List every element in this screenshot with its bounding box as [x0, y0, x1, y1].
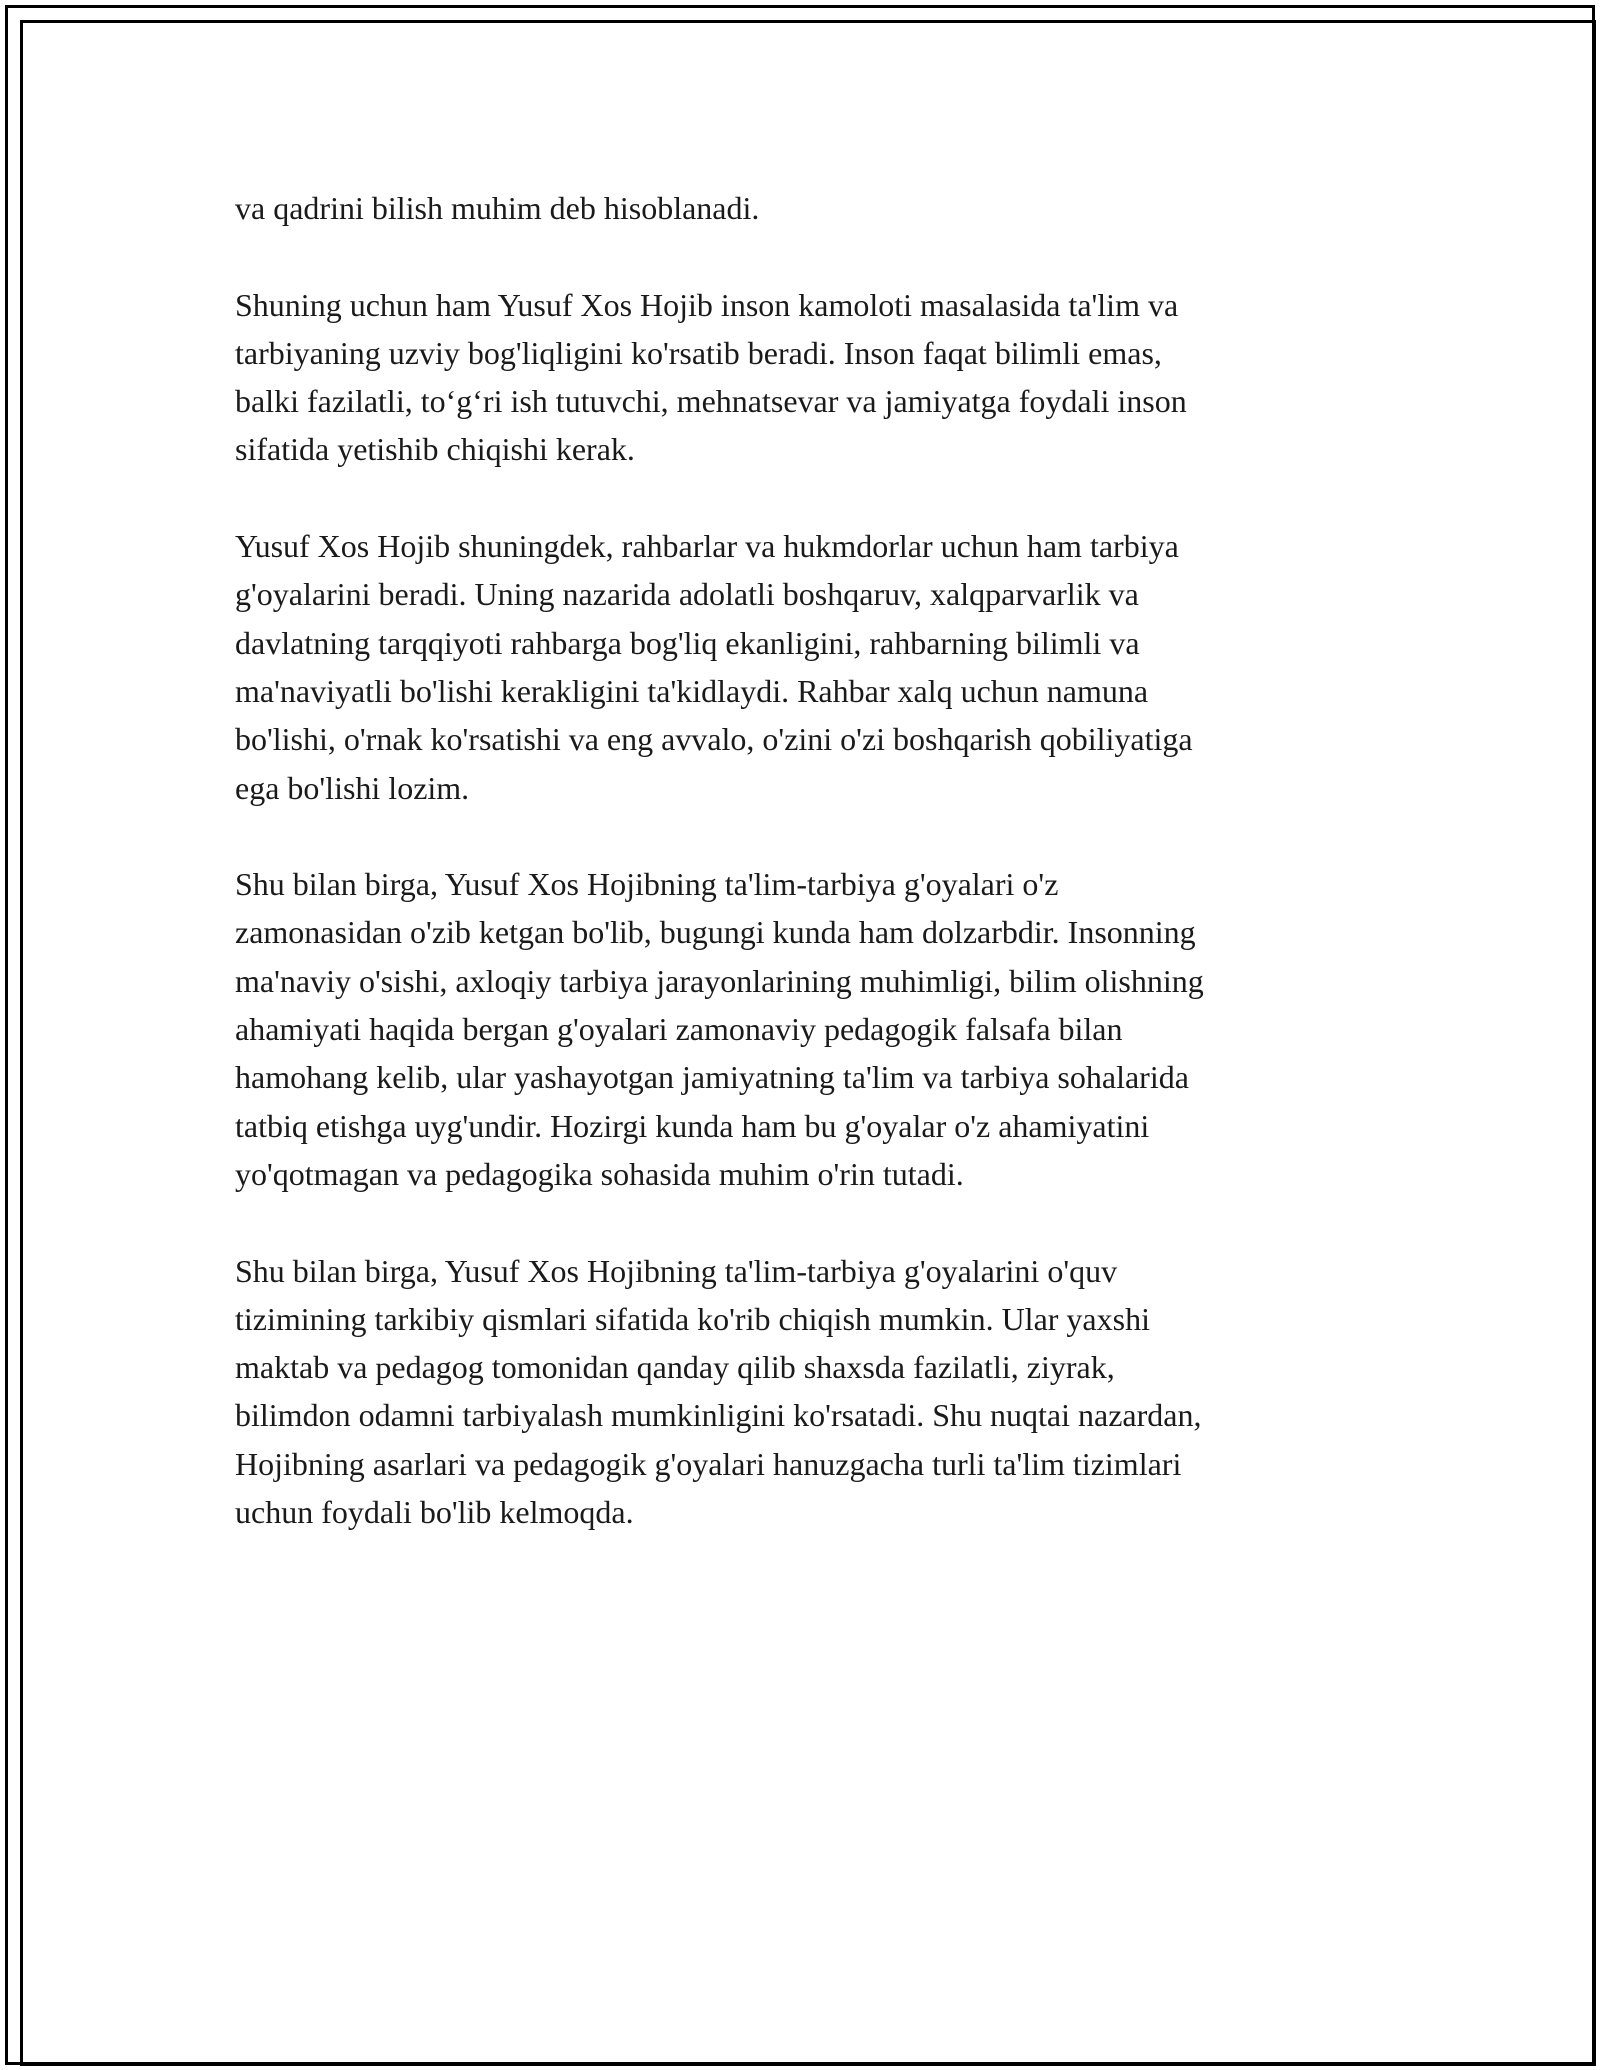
- paragraph-5: Shu bilan birga, Yusuf Xos Hojibning ta'lim-tarbiya g'oyalarini o'quv tizimining tarkibiy qismlari sifatida ko'rib chiqish mumkin. Ular yaxshi maktab va pedagog tomonidan qanday qilib shaxsda fazilatli, ziyrak, bilimdon odamni tarbiyalash mumkinligini ko'rsatadi. Shu nuqtai nazardan, Hojibning asarlari va pedagogik g'oyalari hanuzgacha turli ta'lim tizimlari uchun foydali bo'lib kelmoqda.: [235, 1252, 1202, 1531]
- paragraph-4: Shu bilan birga, Yusuf Xos Hojibning ta'lim-tarbiya g'oyalari o'z zamonasidan o'zib ketgan bo'lib, bugungi kunda ham dolzarbdir. Insonning ma'naviy o'sishi, axloqiy tarbiya jarayonlarining muhimligi, bilim olishning ahamiyati haqida bergan g'oyalari zamonaviy pedagogik falsafa bilan hamohang kelib, ular yashayotgan jamiyatning ta'lim va tarbiya sohalarida tatbiq etishga uyg'undir. Hozirgi kunda ham bu g'oyalar o'z ahamiyatini yo'qotmagan va pedagogika sohasida muhim o'rin tutadi.: [235, 866, 1204, 1192]
- paragraph-2: Shuning uchun ham Yusuf Xos Hojib inson kamoloti masalasida ta'lim va tarbiyaning uzviy bog'liqligini ko'rsatib beradi. Inson faqat bilimli emas, balki fazilatli, to‘g‘ri ish tutuvchi, mehnatsevar va jamiyatga foydali inson sifatida yetishib chiqishi kerak.: [235, 286, 1187, 468]
- document-body: [235, 184, 1365, 1585]
- paragraph-1: va qadrini bilish muhim deb hisoblanadi.: [235, 190, 760, 226]
- paragraph-3: Yusuf Xos Hojib shuningdek, rahbarlar va hukmdorlar uchun ham tarbiya g'oyalarini beradi. Uning nazarida adolatli boshqaruv, xalqparvarlik va davlatning tarqqiyoti rahbarga bog'liq ekanligini, rahbarning bilimli va ma'naviyatli bo'lishi kerakligini ta'kidlaydi. Rahbar xalq uchun namuna bo'lishi, o'rnak ko'rsatishi va eng avvalo, o'zini o'zi boshqarish qobiliyatiga ega bo'lishi lozim.: [235, 528, 1193, 806]
